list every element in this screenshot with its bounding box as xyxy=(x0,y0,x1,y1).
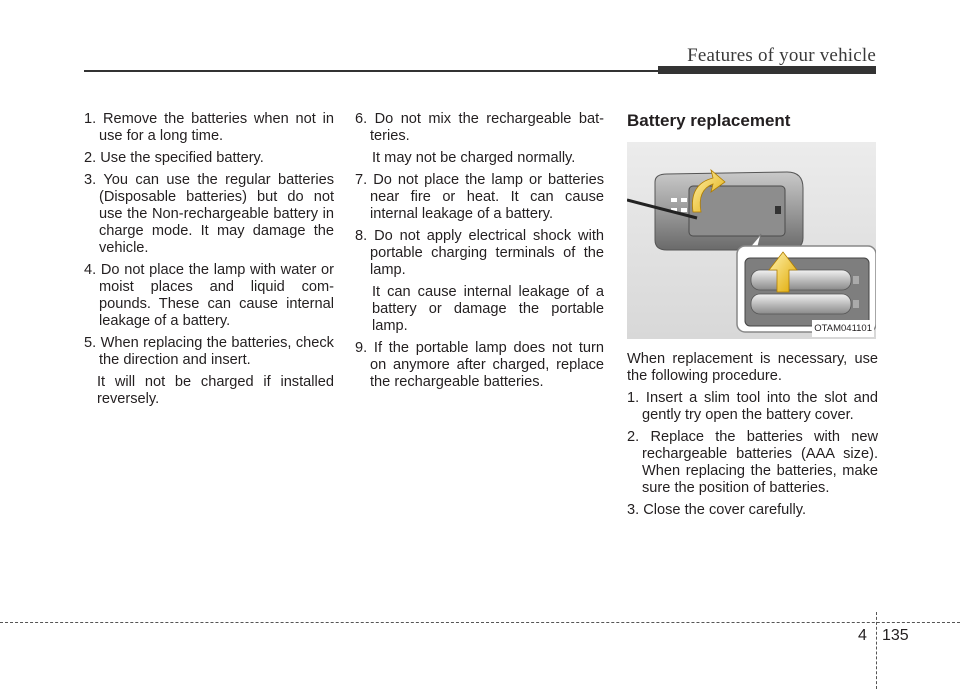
step-number: 2. xyxy=(627,429,640,445)
item-number: 2. xyxy=(84,150,97,166)
item-number: 5. xyxy=(84,335,97,351)
list-item xyxy=(84,150,334,167)
list-item xyxy=(84,172,334,257)
item-text: If the portable lamp does not turn on anymore after charged, replace the rechargeable batteries. xyxy=(370,340,604,390)
list-item xyxy=(84,262,334,330)
battery-terminal xyxy=(853,276,859,284)
item-number: 4. xyxy=(84,262,97,278)
item-text: Use the specified battery. xyxy=(100,150,264,166)
column-2 xyxy=(355,111,604,396)
list-item xyxy=(355,228,604,279)
item-text: Do not mix the rechargeable bat-teries. xyxy=(370,111,604,144)
battery xyxy=(751,294,851,314)
chapter-number: 4 xyxy=(858,627,867,644)
step-number: 1. xyxy=(627,390,640,406)
item-text: Do not place the lamp or batteries near fire or heat. It can cause internal leakage of a battery. xyxy=(370,172,605,222)
item-text: You can use the regular batteries (Disposable batteries) but do not use the Non-rechargeable battery in charge mode. It may damage the vehicle. xyxy=(99,172,334,256)
list-item xyxy=(355,172,604,223)
list-item xyxy=(627,429,878,497)
item-note: It will not be charged if installed reversely. xyxy=(97,374,334,407)
list-item xyxy=(84,335,334,369)
item-number: 8. xyxy=(355,228,368,244)
footer-rule xyxy=(0,622,960,623)
portable-lamp-illustration xyxy=(627,142,876,339)
section-title: Battery replacement xyxy=(627,111,791,130)
item-note: It can cause internal leakage of a battery or damage the portable lamp. xyxy=(372,284,604,334)
step-text: Replace the batteries with new rechargeable batteries (AAA size). When replacing the batteries, make sure the position of batteries. xyxy=(642,429,878,496)
item-number: 1. xyxy=(84,111,97,127)
item-number: 9. xyxy=(355,340,368,356)
header-title: Features of your vehicle xyxy=(687,45,876,66)
figure-caption: OTAM041101 xyxy=(812,320,874,337)
column-1 xyxy=(84,111,334,413)
step-number: 3. xyxy=(627,502,640,518)
battery-terminal xyxy=(853,300,859,308)
item-number: 7. xyxy=(355,172,368,188)
list-item xyxy=(355,340,604,391)
battery-compartment xyxy=(745,258,869,326)
list-item xyxy=(84,111,334,145)
item-number: 6. xyxy=(355,111,368,127)
step-text: Close the cover carefully. xyxy=(643,502,806,518)
battery-cover xyxy=(689,186,785,236)
list-item xyxy=(355,111,604,145)
list-item xyxy=(627,502,878,519)
item-number: 3. xyxy=(84,172,97,188)
list-item xyxy=(627,390,878,424)
footer-divider xyxy=(876,612,877,689)
lamp-led xyxy=(681,198,687,202)
item-text: Remove the batteries when not in use for a long time. xyxy=(99,111,334,144)
battery-replacement-figure xyxy=(627,142,876,339)
lamp-led xyxy=(671,198,677,202)
column-3 xyxy=(627,111,878,524)
lamp-led xyxy=(681,208,687,212)
item-text: Do not place the lamp with water or moist places and liquid com-pounds. These can cause internal leakage of a battery. xyxy=(99,262,334,329)
item-note: It may not be charged normally. xyxy=(372,150,576,166)
header-tab xyxy=(658,66,876,74)
procedure-intro: When replacement is necessary, use the following procedure. xyxy=(627,351,878,384)
battery xyxy=(751,270,851,290)
step-text: Insert a slim tool into the slot and gently try open the battery cover. xyxy=(642,390,878,423)
item-text: When replacing the batteries, check the direction and insert. xyxy=(99,335,334,368)
page-number: 135 xyxy=(882,627,909,644)
item-text: Do not apply electrical shock with portable charging terminals of the lamp. xyxy=(370,228,604,278)
cover-slot xyxy=(775,206,781,214)
